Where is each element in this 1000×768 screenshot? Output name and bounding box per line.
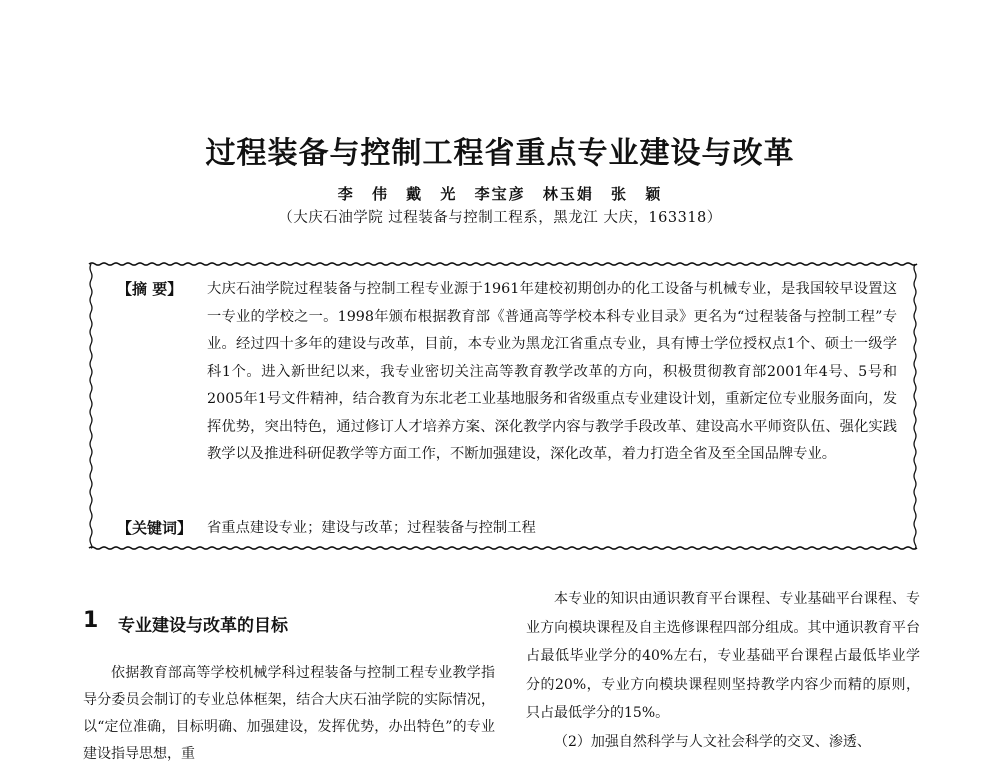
left-column-paragraph: 依据教育部高等学校机械学科过程装备与控制工程专业教学指导分委员会制订的专业总体框架，结合大庆石油学院的实际情况，以“定位准确，目标明确、加强建设，发挥优势，办出特色”的专业建设指导思想，重 [83,665,495,762]
affiliation: （大庆石油学院 过程装备与控制工程系，黑龙江 大庆，163318） [278,210,722,226]
abstract-text: 大庆石油学院过程装备与控制工程专业源于1961年建校初期创办的化工设备与机械专业，是我国较早设置这一专业的学校之一。1998年颁布根据教育部《普通高等学校本科专业目录》更名为“过程装备与控制工程”专业。经过四十多年的建设与改革，目前，本专业为黑龙江省重点专业，具有博士学位授权点1个、硕士一级学科1个。进入新世纪以来，我专业密切关注高等教育教学改革的方向，积极贯彻教育部2001年4号、5号和2005年1号文件精神，结合教育为东北老工业基地服务和省级重点专业建设计划，重新定位专业服务面向，发挥优势，突出特色，通过修订人才培养方案、深化教学内容与教学手段改革、建设高水平师资队伍、强化实践教学以及推进科研促教学等方面工作，不断加强建设，深化改革，着力打造全省及至全国品牌专业。 [207,281,897,462]
right-paragraph-2: （2）加强自然科学与人文社会科学的交叉、渗透、 [554,733,871,750]
abstract-label: 【摘 要】 [117,280,183,298]
abstract-box [87,258,919,554]
right-paragraph-1: 本专业的知识由通识教育平台课程、专业基础平台课程、专业方向模块课程及自主选修课程四部分组成。其中通识教育平台占最低毕业学分的40%左右，专业基础平台课程占最低毕业学分的20%，专业方向模块课程则坚持教学内容少而精的原则，只占最低学分的15%。 [526,591,920,721]
section-title: 专业建设与改革的目标 [118,616,288,636]
author-list: 李 伟 戴 光 李宝彦 林玉娟 张 颖 [337,185,663,203]
right-column [526,585,920,756]
section-number: 1 [83,608,99,633]
article-title: 过程装备与控制工程省重点专业建设与改革 [205,136,795,171]
keywords-label: 【关键词】 [117,519,193,537]
keywords-text: 省重点建设专业；建设与改革；过程装备与控制工程 [207,520,536,536]
